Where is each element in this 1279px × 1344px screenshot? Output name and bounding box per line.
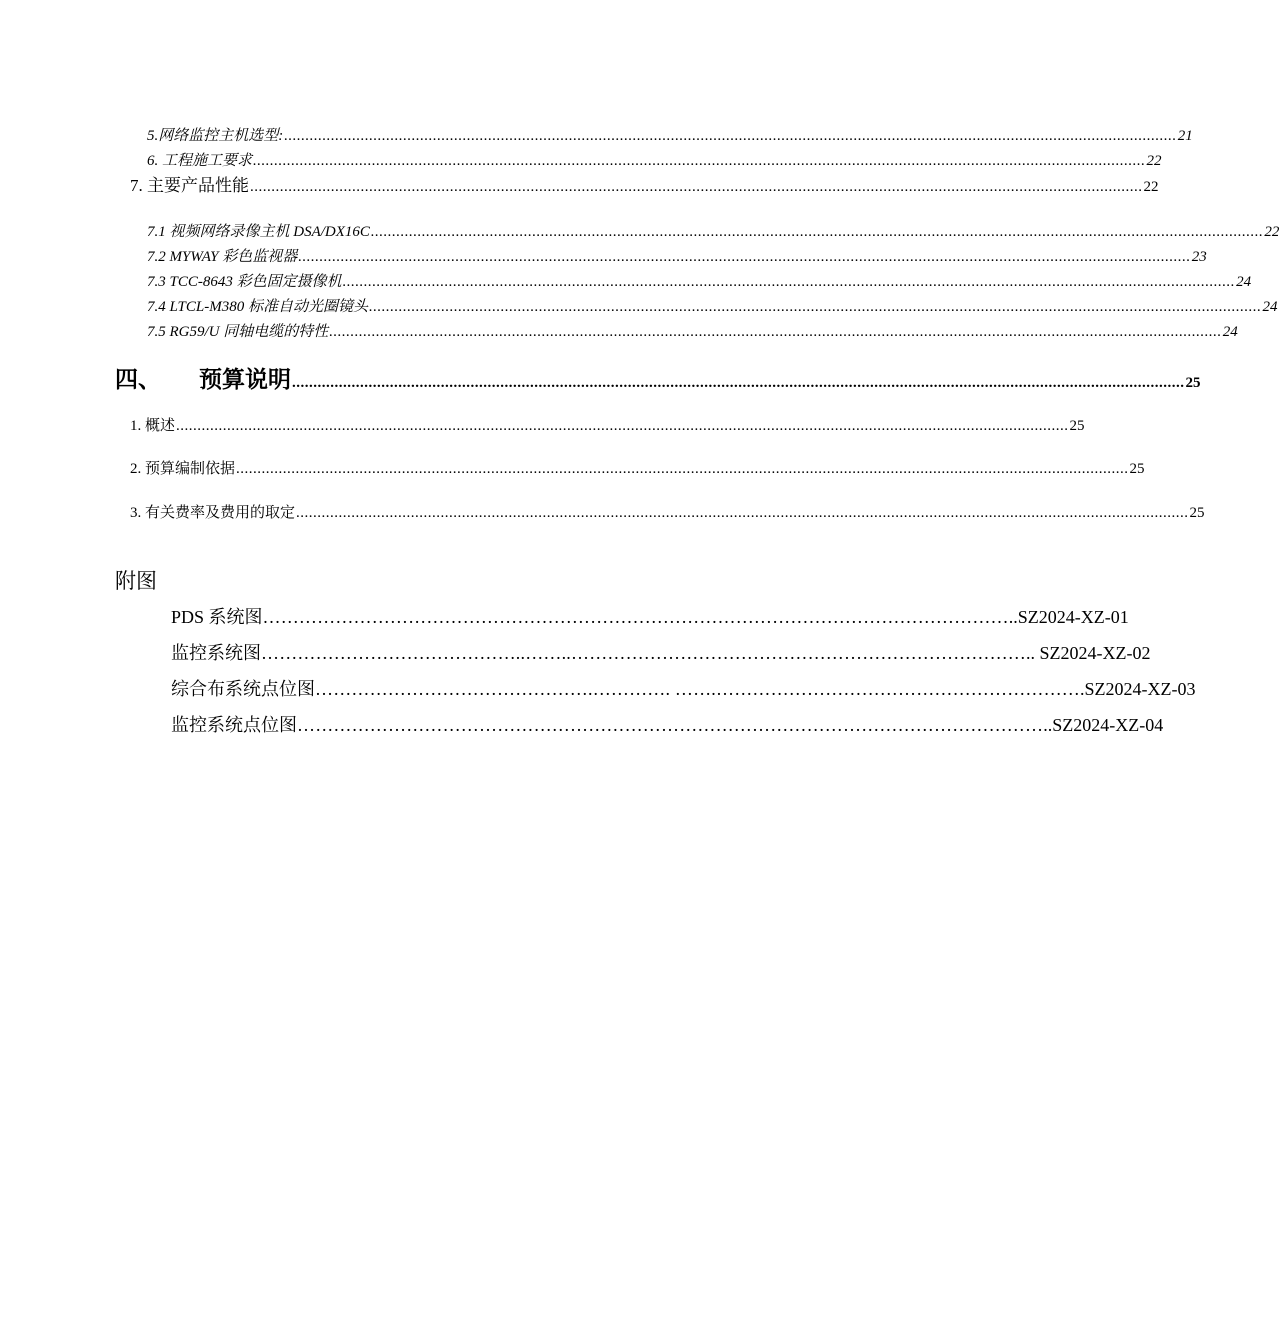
dot-leader: .................................................................................................................................................................................................................. — [342, 274, 1236, 290]
toc-page-number: 23 — [1191, 249, 1207, 265]
toc-entry[interactable] — [147, 297, 1278, 317]
toc-entry-title: 2. 预算编制依据 — [130, 461, 236, 477]
section-title: 预算说明 — [199, 367, 291, 392]
toc-page-number: 22 — [1143, 179, 1159, 195]
toc-page-number: 25 — [1185, 375, 1201, 391]
appendix-figure-entry[interactable] — [171, 641, 1151, 665]
toc-entry-title: 1. 概述 — [130, 418, 176, 434]
toc-entry-title: 7. 主要产品性能 — [130, 176, 249, 195]
toc-entry[interactable] — [147, 247, 1207, 267]
appendix-title: 附图 — [115, 569, 157, 593]
dot-leader: .................................................................................................................................................................................................................. — [250, 179, 1143, 195]
figure-code: .SZ2024-XZ-03 — [1080, 679, 1196, 699]
toc-page-number: 25 — [1189, 505, 1205, 521]
toc-entry[interactable] — [147, 322, 1238, 342]
toc-entry[interactable] — [130, 459, 1145, 479]
section-number: 四、 — [115, 367, 161, 392]
toc-section-heading[interactable] — [115, 365, 1201, 395]
dot-leader: …………………………………………………………………………………………………………… — [262, 607, 1009, 627]
dot-leader: .................................................................................................................................................................................................................. — [292, 375, 1185, 391]
dot-leader: .................................................................................................................................................................................................................. — [236, 461, 1129, 477]
toc-page-number: 24 — [1222, 324, 1238, 340]
appendix-figure-entry[interactable] — [171, 713, 1164, 737]
toc-entry-title: 7.4 LTCL-M380 标准自动光圈镜头 — [147, 299, 368, 315]
toc-entry-title: 7.3 TCC-8643 彩色固定摄像机 — [147, 274, 342, 290]
toc-page-number: 24 — [1262, 299, 1278, 315]
toc-entry[interactable] — [130, 175, 1159, 197]
figure-code: ..SZ2024-XZ-01 — [1008, 607, 1129, 627]
dot-leader: .................................................................................................................................................................................................................. — [296, 505, 1189, 521]
toc-entry-title: 3. 有关费率及费用的取定 — [130, 505, 296, 521]
figure-name: 综合布系统点位图 — [171, 679, 315, 699]
dot-leader: .................................................................................................................................................................................................................. — [329, 324, 1222, 340]
toc-entry[interactable] — [130, 416, 1085, 436]
dot-leader: ……………………………………..……..………………………………………………………………… — [261, 643, 1026, 663]
toc-entry-title: 7.5 RG59/U 同轴电缆的特性 — [147, 324, 329, 340]
toc-entry-title: 7.1 视频网络录像主机 DSA/DX16C — [147, 224, 370, 240]
figure-code: ..SZ2024-XZ-04 — [1043, 715, 1164, 735]
figure-name: PDS 系统图 — [171, 607, 263, 627]
dot-leader: .................................................................................................................................................................................................................. — [253, 153, 1146, 169]
toc-page-number: 22 — [1264, 224, 1279, 240]
appendix-figure-entry[interactable] — [171, 677, 1196, 701]
toc-entry[interactable] — [130, 503, 1205, 523]
dot-leader: .................................................................................................................................................................................................................. — [284, 128, 1177, 144]
toc-entry-title: 7.2 MYWAY 彩色监视器 — [147, 249, 298, 265]
dot-leader: .................................................................................................................................................................................................................. — [368, 299, 1262, 315]
toc-entry[interactable] — [147, 272, 1252, 292]
toc-entry-title: 5.网络监控主机选型: — [147, 128, 284, 144]
figure-name: 监控系统图 — [171, 643, 261, 663]
dot-leader: .................................................................................................................................................................................................................. — [298, 249, 1191, 265]
figure-name: 监控系统点位图 — [171, 715, 297, 735]
dot-leader: .................................................................................................................................................................................................................. — [370, 224, 1264, 240]
appendix-figure-entry[interactable] — [171, 605, 1129, 629]
toc-entry[interactable] — [147, 222, 1279, 242]
toc-page-number: 21 — [1177, 128, 1193, 144]
toc-entry-title: 6. 工程施工要求 — [147, 153, 253, 169]
toc-entry[interactable] — [147, 126, 1193, 146]
dot-leader: .................................................................................................................................................................................................................. — [176, 418, 1069, 434]
dot-leader: …………………………………………………………………………………………………………… — [297, 715, 1044, 735]
toc-entry[interactable] — [147, 151, 1162, 171]
toc-page-number: 25 — [1069, 418, 1085, 434]
dot-leader: ……………………………………….…………. …….…………………………………………………… — [315, 679, 1080, 699]
toc-page-number: 22 — [1146, 153, 1162, 169]
toc-page-number: 25 — [1129, 461, 1145, 477]
figure-code: .. SZ2024-XZ-02 — [1026, 643, 1151, 663]
toc-page-number: 24 — [1236, 274, 1252, 290]
